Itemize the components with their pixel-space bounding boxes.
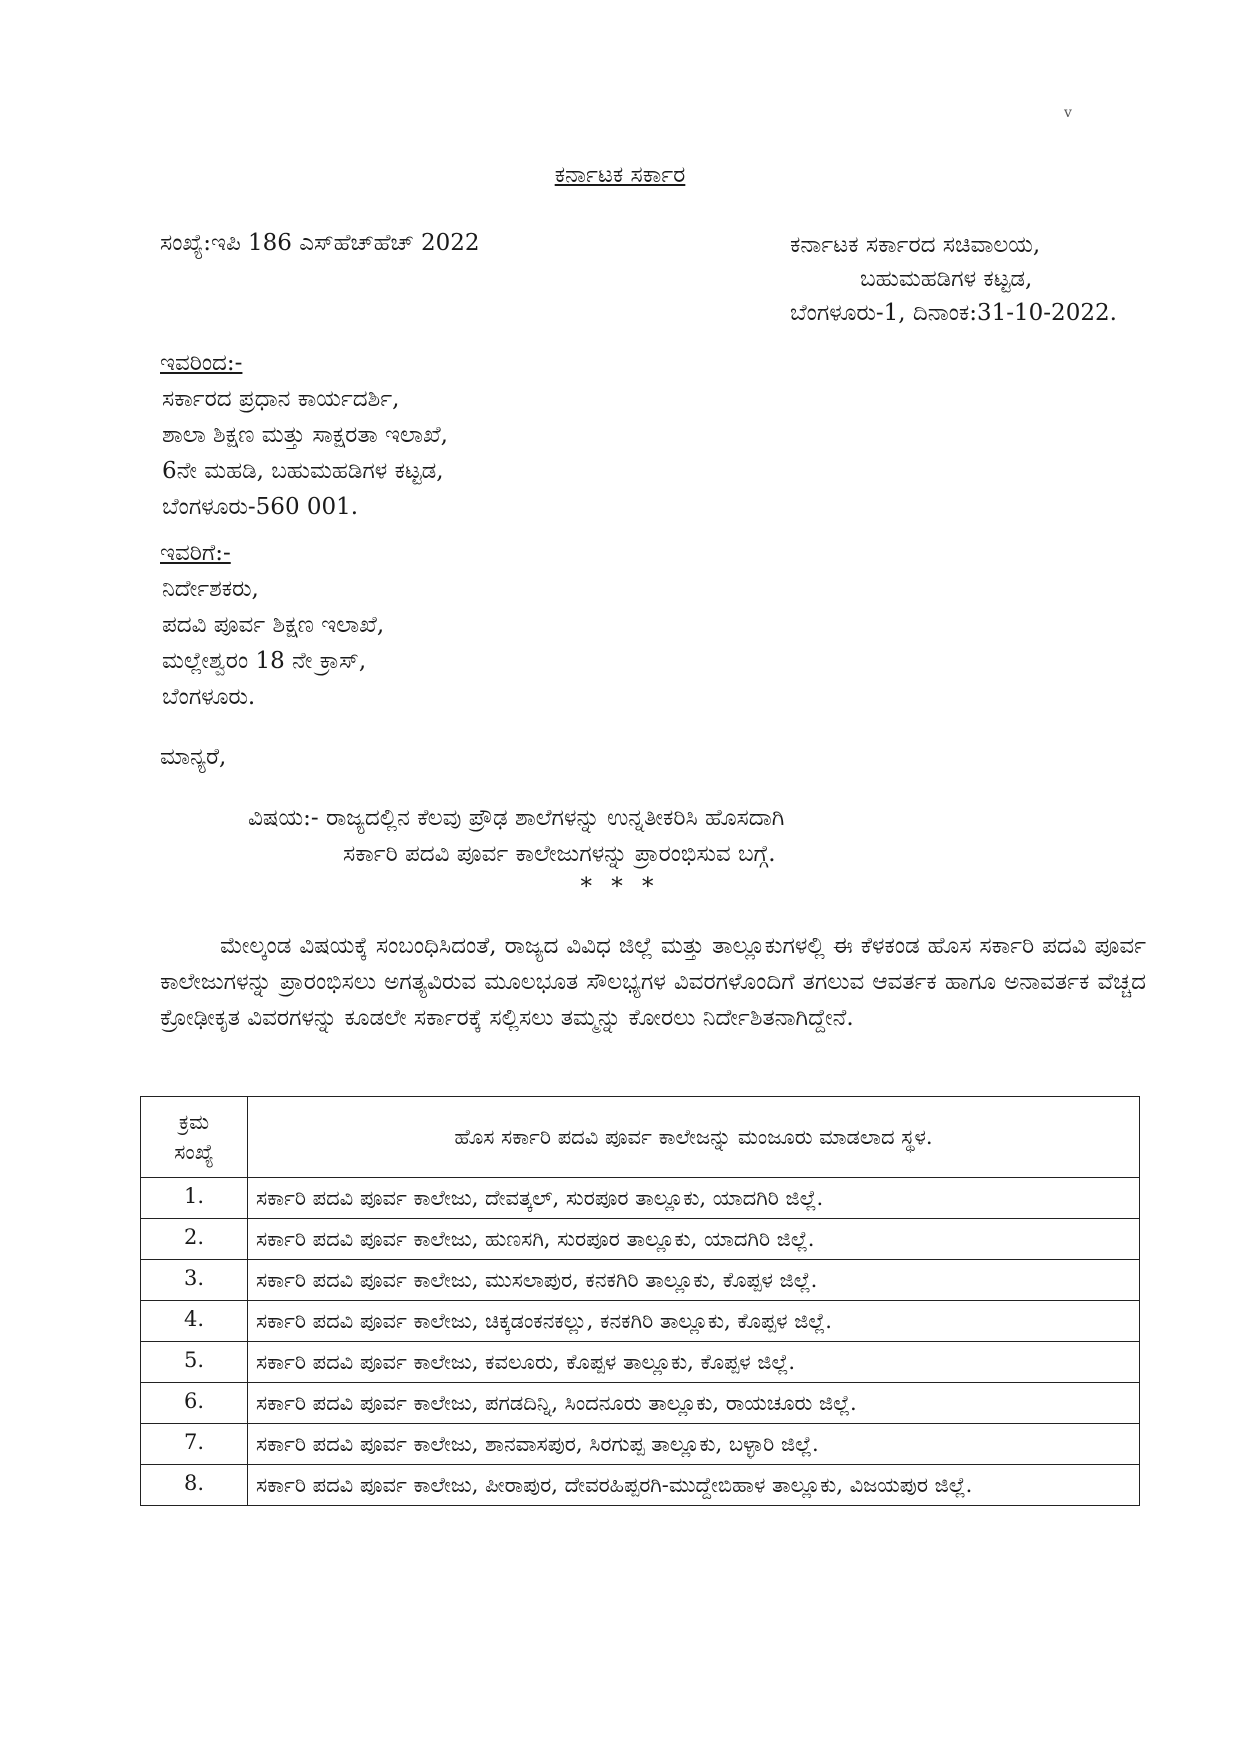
table-row <box>141 1342 1140 1383</box>
recipient-label: ಇವರಿಗೆ:- <box>160 540 231 566</box>
row-place: ಸರ್ಕಾರಿ ಪದವಿ ಪೂರ್ವ ಕಾಲೇಜು, ದೇವತ್ಕಲ್, ಸುರಪೂರ ತಾಲ್ಲೂಕು, ಯಾದಗಿರಿ ಜಿಲ್ಲೆ. <box>248 1178 1140 1219</box>
row-place: ಸರ್ಕಾರಿ ಪದವಿ ಪೂರ್ವ ಕಾಲೇಜು, ಶಾನವಾಸಪುರ, ಸಿರಗುಪ್ಪ ತಾಲ್ಲೂಕು, ಬಳ್ಳಾರಿ ಜಿಲ್ಲೆ. <box>248 1424 1140 1465</box>
table-row <box>141 1219 1140 1260</box>
corner-mark: v <box>1064 105 1072 121</box>
table-header-row <box>141 1097 1140 1178</box>
government-name: ಕರ್ನಾಟಕ ಸರ್ಕಾರ <box>554 162 686 188</box>
row-number: 5. <box>141 1342 248 1383</box>
recipient-line: ಪದವಿ ಪೂರ್ವ ಶಿಕ್ಷಣ ಇಲಾಖೆ, <box>162 612 385 638</box>
salutation: ಮಾನ್ಯರೆ, <box>160 744 227 770</box>
table-row <box>141 1424 1140 1465</box>
office-line-3-date: ಬೆಂಗಳೂರು-1, ದಿನಾಂಕ:31-10-2022. <box>790 300 1117 326</box>
subject-block <box>248 800 784 872</box>
row-place: ಸರ್ಕಾರಿ ಪದವಿ ಪೂರ್ವ ಕಾಲೇಜು, ಹುಣಸಗಿ, ಸುರಪೂರ ತಾಲ್ಲೂಕು, ಯಾದಗಿರಿ ಜಿಲ್ಲೆ. <box>248 1219 1140 1260</box>
recipient-line: ಬೆಂಗಳೂರು. <box>162 684 256 710</box>
college-locations-table <box>140 1096 1140 1506</box>
body-paragraph: ಮೇಲ್ಕಂಡ ವಿಷಯಕ್ಕೆ ಸಂಬಂಧಿಸಿದಂತೆ, ರಾಜ್ಯದ ವಿವಿಧ ಜಿಲ್ಲೆ ಮತ್ತು ತಾಲ್ಲೂಕುಗಳಲ್ಲಿ ಈ ಕೆಳಕಂಡ ಹೊಸ ಸರ್ಕಾರಿ ಪದವಿ ಪೂರ್ವ ಕಾಲೇಜುಗಳನ್ನು ಪ್ರಾರಂಭಿಸಲು ಅಗತ್ಯವಿರುವ ಮೂಲಭೂತ ಸೌಲಭ್ಯಗಳ ವಿವರಗಳೊಂದಿಗೆ ತಗಲುವ ಆವರ್ತಕ ಹಾಗೂ ಅನಾವರ್ತಕ ವೆಚ್ಚದ ಕ್ರೋಢೀಕೃತ ವಿವರಗಳನ್ನು ಕೂಡಲೇ ಸರ್ಕಾರಕ್ಕೆ ಸಲ್ಲಿಸಲು ತಮ್ಮನ್ನು ಕೋರಲು ನಿರ್ದೇಶಿತನಾಗಿದ್ದೇನೆ. <box>160 933 1146 1031</box>
row-place: ಸರ್ಕಾರಿ ಪದವಿ ಪೂರ್ವ ಕಾಲೇಜು, ಪೀರಾಪುರ, ದೇವರಹಿಪ್ಪರಗಿ-ಮುದ್ದೇಬಿಹಾಳ ತಾಲ್ಲೂಕು, ವಿಜಯಪುರ ಜಿಲ್ಲೆ. <box>248 1465 1140 1506</box>
row-number: 3. <box>141 1260 248 1301</box>
table-row <box>141 1260 1140 1301</box>
sender-label: ಇವರಿಂದ:- <box>160 350 243 376</box>
row-number: 1. <box>141 1178 248 1219</box>
row-place: ಸರ್ಕಾರಿ ಪದವಿ ಪೂರ್ವ ಕಾಲೇಜು, ಮುಸಲಾಪುರ, ಕನಕಗಿರಿ ತಾಲ್ಲೂಕು, ಕೊಪ್ಪಳ ಜಿಲ್ಲೆ. <box>248 1260 1140 1301</box>
row-number: 8. <box>141 1465 248 1506</box>
column-header-place: ಹೊಸ ಸರ್ಕಾರಿ ಪದವಿ ಪೂರ್ವ ಕಾಲೇಜನ್ನು ಮಂಜೂರು ಮಾಡಲಾದ ಸ್ಥಳ. <box>248 1097 1140 1178</box>
sender-line: 6ನೇ ಮಹಡಿ, ಬಹುಮಹಡಿಗಳ ಕಟ್ಟಡ, <box>162 458 444 484</box>
subject-line-1: ವಿಷಯ:- ರಾಜ್ಯದಲ್ಲಿನ ಕೆಲವು ಪ್ರೌಢ ಶಾಲೆಗಳನ್ನು ಉನ್ನತೀಕರಿಸಿ ಹೊಸದಾಗಿ <box>248 805 785 831</box>
recipient-line: ನಿರ್ದೇಶಕರು, <box>162 576 259 602</box>
table-row <box>141 1178 1140 1219</box>
sender-line: ಬೆಂಗಳೂರು-560 001. <box>162 494 359 520</box>
sender-block <box>160 345 448 525</box>
row-place: ಸರ್ಕಾರಿ ಪದವಿ ಪೂರ್ವ ಕಾಲೇಜು, ಚಿಕ್ಕಡಂಕನಕಲ್ಲು, ಕನಕಗಿರಿ ತಾಲ್ಲೂಕು, ಕೊಪ್ಪಳ ಜಿಲ್ಲೆ. <box>248 1301 1140 1342</box>
recipient-block <box>160 535 384 715</box>
table-row <box>141 1465 1140 1506</box>
office-address <box>790 228 1117 330</box>
subject-line-2: ಸರ್ಕಾರಿ ಪದವಿ ಪೂರ್ವ ಕಾಲೇಜುಗಳನ್ನು ಪ್ರಾರಂಭಿಸುವ ಬಗ್ಗೆ. <box>343 841 776 867</box>
column-header-serial-line-2: ಸಂಖ್ಯೆ <box>174 1140 214 1164</box>
recipient-line: ಮಲ್ಲೇಶ್ವರಂ 18 ನೇ ಕ್ರಾಸ್, <box>162 648 367 674</box>
column-header-serial-line-1: ಕ್ರಮ <box>178 1110 210 1134</box>
table-row <box>141 1383 1140 1424</box>
sender-line: ಶಾಲಾ ಶಿಕ್ಷಣ ಮತ್ತು ಸಾಕ್ಷರತಾ ಇಲಾಖೆ, <box>162 422 448 448</box>
letterhead-title <box>0 160 1240 191</box>
row-number: 7. <box>141 1424 248 1465</box>
separator: * * * <box>580 874 660 900</box>
row-number: 4. <box>141 1301 248 1342</box>
row-place: ಸರ್ಕಾರಿ ಪದವಿ ಪೂರ್ವ ಕಾಲೇಜು, ಪಗಡದಿನ್ನಿ, ಸಿಂದನೂರು ತಾಲ್ಲೂಕು, ರಾಯಚೂರು ಜಿಲ್ಲೆ. <box>248 1383 1140 1424</box>
row-number: 6. <box>141 1383 248 1424</box>
reference-number: ಸಂಖ್ಯೆ:ಇಪಿ 186 ಎಸ್‌ಹೆಚ್‌ಹೆಚ್ 2022 <box>160 230 480 256</box>
office-line-1: ಕರ್ನಾಟಕ ಸರ್ಕಾರದ ಸಚಿವಾಲಯ, <box>790 232 1041 258</box>
table-row <box>141 1301 1140 1342</box>
column-header-serial <box>141 1097 248 1178</box>
sender-line: ಸರ್ಕಾರದ ಪ್ರಧಾನ ಕಾರ್ಯದರ್ಶಿ, <box>162 386 400 412</box>
row-place: ಸರ್ಕಾರಿ ಪದವಿ ಪೂರ್ವ ಕಾಲೇಜು, ಕವಲೂರು, ಕೊಪ್ಪಳ ತಾಲ್ಲೂಕು, ಕೊಪ್ಪಳ ಜಿಲ್ಲೆ. <box>248 1342 1140 1383</box>
row-number: 2. <box>141 1219 248 1260</box>
office-line-2: ಬಹುಮಹಡಿಗಳ ಕಟ್ಟಡ, <box>860 266 1033 292</box>
